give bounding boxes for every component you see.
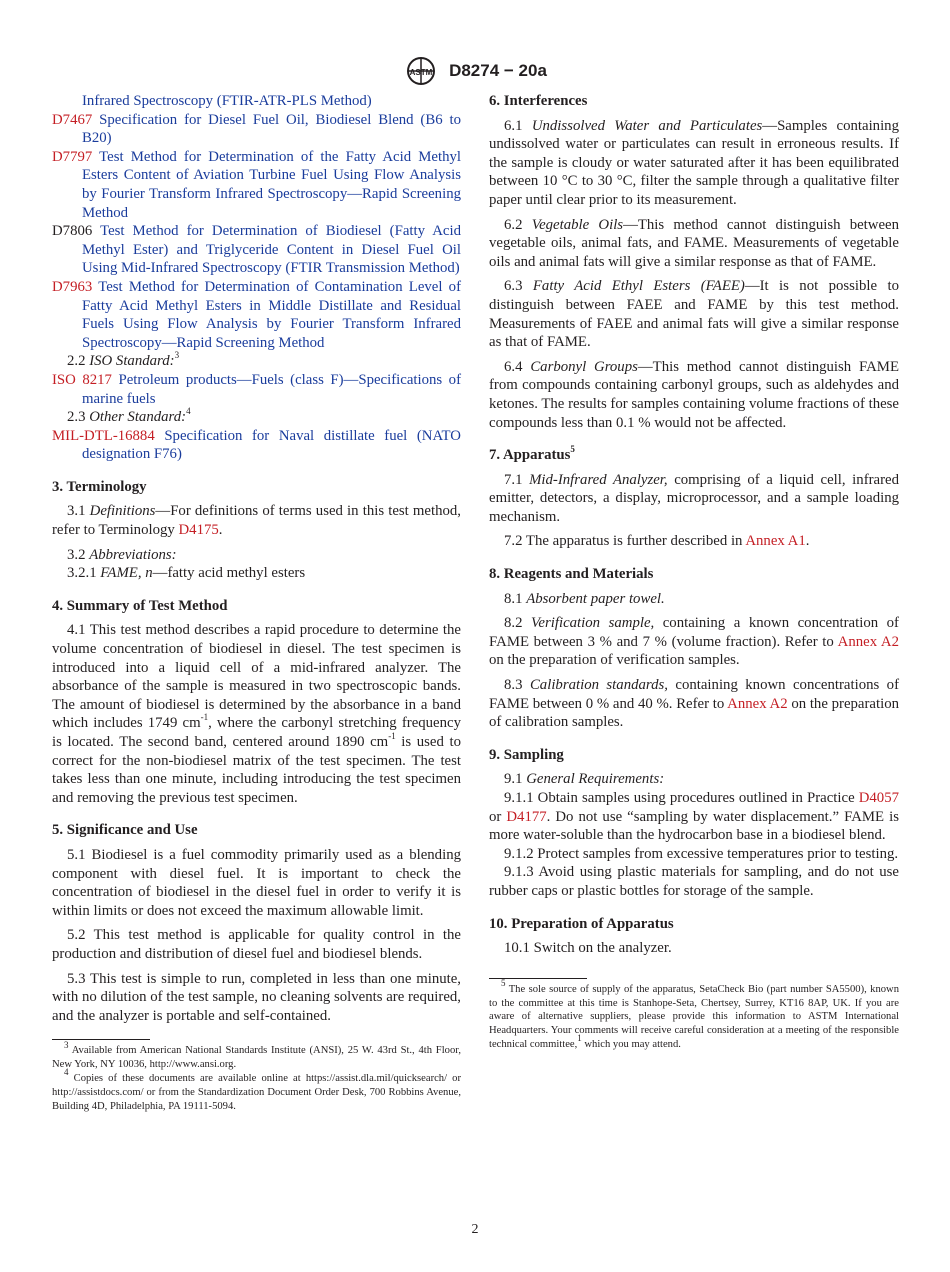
- ref-code-link[interactable]: MIL-DTL-16884: [52, 427, 155, 444]
- paragraph-9-1-2: 9.1.2 Protect samples from excessive temperatures prior to testing.: [504, 845, 899, 862]
- ref-d7963: [52, 278, 461, 352]
- paragraph-3-2-1: 3.2.1 FAME, n—fatty acid methyl esters: [67, 565, 306, 582]
- section-heading-preparation: 10. Preparation of Apparatus: [489, 915, 674, 932]
- link-annex-a1[interactable]: Annex A1: [745, 533, 806, 550]
- ref-continuation: Infrared Spectroscopy (FTIR-ATR-PLS Method): [82, 93, 372, 109]
- section-heading-sampling: 9. Sampling: [489, 746, 564, 763]
- paragraph-6-4: 6.4 Carbonyl Groups—This method cannot distinguish FAME from compounds containing carbonyl groups, such as aldehydes and ketones. The results for samples containing volume fractions of these compounds less than 0.1 % would not be affected.: [489, 358, 899, 431]
- section-heading-apparatus: 7. Apparatus$^5$: [489, 444, 575, 464]
- paragraph-5-1: 5.1 Biodiesel is a fuel commodity primarily used as a blending component with diesel fuel. It is important to check the concentration of biodiesel in the diesel fuel in order to verify it is within limits or does not exceed the maximum allowable limit.: [52, 846, 461, 919]
- footnote-5: $^5$ The sole source of supply of the apparatus, SetaCheck Bio (part number SA5500), known to the committee at this time is Stanhope-Seta, Chertsey, Surrey, KT16 8AP, UK. If you are aware of alternative suppliers, please provide this information to ASTM International Headquarters. Your comments will receive careful consideration at a meeting of the responsible technical committee,$^1$ which you may attend.: [489, 978, 899, 1050]
- paragraph-6-3: 6.3 Fatty Acid Ethyl Esters (FAEE)—It is not possible to distinguish between FAEE and FAME by this test method. Measurements of FAEE and animal fats will give a similar response as that of FAME.: [489, 278, 899, 351]
- ref-mil-dtl-16884: [52, 427, 461, 464]
- ref-iso-8217: [52, 371, 461, 408]
- paragraph-8-2: 8.2 Verification sample, containing a known concentration of FAME between 3 % and 7 % (volume fraction). Refer to Annex A2 on the preparation of verification samples.: [489, 615, 899, 669]
- ref-code-link[interactable]: D7797: [52, 148, 93, 165]
- left-column: [52, 92, 461, 1113]
- section-heading-reagents: 8. Reagents and Materials: [489, 566, 654, 583]
- ref-d7797: [52, 148, 461, 222]
- svg-text:ASTM: ASTM: [409, 68, 433, 77]
- ref-title-link[interactable]: Test Method for Determination of Biodiesel (Fatty Acid Methyl Ester) and Triglyceride Content in Diesel Fuel Oil Using Mid-Infrared Spectroscopy (FTIR Transmission Method): [82, 223, 461, 277]
- paragraph-8-1: 8.1 Absorbent paper towel.: [504, 590, 665, 607]
- right-column: [489, 92, 899, 1052]
- paragraph-3-2: 3.2 Abbreviations:: [67, 546, 177, 563]
- page-header: [0, 56, 950, 86]
- paragraph-9-1-1: 9.1.1 Obtain samples using procedures outlined in Practice D4057 or D4177. Do not use “sampling by water displacement.” FAME is more water-soluble than the hydrocarbon base in a biodiesel blend.: [489, 790, 899, 844]
- paragraph-7-1: 7.1 Mid-Infrared Analyzer, comprising of a liquid cell, infrared emitter, detectors, a display, microprocessor, and a sample loading mechanism.: [489, 471, 900, 525]
- paragraph-9-1: 9.1 General Requirements:: [504, 771, 665, 788]
- iso-standard-heading: 2.2 ISO Standard:$^3$: [67, 350, 180, 370]
- ref-d7467: [52, 111, 461, 148]
- paragraph-8-3: 8.3 Calibration standards, containing known concentrations of FAME between 0 % and 40 %. Refer to Annex A2 on the preparation of calibration samples.: [489, 677, 900, 731]
- ref-title-link[interactable]: Petroleum products—Fuels (class F)—Specifications of marine fuels: [82, 371, 462, 407]
- astm-logo-icon: [403, 56, 439, 86]
- other-standard-heading: 2.3 Other Standard:$^4$: [67, 406, 191, 426]
- section-heading-significance: 5. Significance and Use: [52, 822, 198, 839]
- link-d4057[interactable]: D4057: [858, 790, 899, 806]
- page-number: 2: [471, 1222, 479, 1237]
- link-annex-a2[interactable]: Annex A2: [727, 695, 788, 712]
- designation: D8274 − 20a: [449, 61, 547, 80]
- link-d4177[interactable]: D4177: [506, 808, 547, 825]
- paragraph-6-2: 6.2 Vegetable Oils—This method cannot distinguish between vegetable oils, animal fats, and FAME. Measurements of vegetable oils and animal fats will give a similar response as that of FAME.: [489, 216, 899, 270]
- ref-code-link[interactable]: D7467: [52, 111, 93, 128]
- ref-title-link[interactable]: Test Method for Determination of the Fatty Acid Methyl Esters Content of Aviation Turbine Fuel Using Flow Analysis by Fourier Transform Infrared Spectroscopy—Rapid Screening Method: [82, 148, 461, 221]
- paragraph-3-1: 3.1 Definitions—For definitions of terms used in this test method, refer to Terminology D4175.: [52, 503, 461, 539]
- ref-title-link[interactable]: Test Method for Determination of Contamination Level of Fatty Acid Methyl Esters in Middle Distillate and Residual Fuels Using Flow Analysis by Fourier Transform Infrared Spectroscopy—Rapid Screening Method: [82, 278, 461, 351]
- ref-code-link[interactable]: D7963: [52, 278, 93, 295]
- section-heading-interferences: 6. Interferences: [489, 93, 588, 109]
- ref-code: D7806: [52, 223, 93, 240]
- paragraph-4-1: 4.1 This test method describes a rapid procedure to determine the volume concentration of biodiesel in diesel. The test specimen is introduced into a liquid cell of a mid-infrared analyzer. The absorbance of the sample is measured in two spectroscopic bands. The amount of biodiesel is determined by the absorbance in a band which includes 1749 $cm^{-1}$, where the carbonyl stretching frequency is located. The second band, centered around 1890 $cm^{-1}$ is used to correct for the non-biodiesel matrix of the test specimen. The test takes less than one minute, including introducing the test specimen and removing the previous test specimen.: [52, 622, 461, 806]
- paragraph-6-1: 6.1 Undissolved Water and Particulates—Samples containing undissolved water or particulates can result in erroneous results. If the sample is cloudy or water saturated after it has been equilibrated between 10 °C to 30 °C, filter the sample through a qualitative filter paper until clear prior to its measurement.: [489, 117, 899, 208]
- paragraph-7-2: 7.2 The apparatus is further described in Annex A1.: [504, 533, 810, 550]
- paragraph-5-3: 5.3 This test is simple to run, completed in less than one minute, with no dilution of the test sample, no cleaning solvents are required, and the analyzer is portable and self-contained.: [52, 970, 461, 1024]
- ref-title-link[interactable]: Specification for Naval distillate fuel (NATO designation F76): [82, 427, 461, 463]
- ref-title-link[interactable]: Specification for Diesel Fuel Oil, Biodiesel Blend (B6 to B20): [82, 111, 461, 147]
- footnote-3: $^3$ Available from American National Standards Institute (ANSI), 25 W. 43rd St., 4th Floor, New York, NY 10036, http://www.ansi.org.: [52, 1039, 461, 1071]
- section-heading-summary: 4. Summary of Test Method: [52, 597, 228, 614]
- link-d4175[interactable]: D4175: [178, 522, 219, 539]
- paragraph-5-2: 5.2 This test method is applicable for quality control in the production and distribution of diesel fuel and biodiesel blends.: [52, 927, 461, 962]
- ref-code-link[interactable]: ISO 8217: [52, 371, 112, 388]
- footnote-4: $^4$ Copies of these documents are available online at https://assist.dla.mil/quicksearch/ or http://assistdocs.com/ or from the Standardization Document Order Desk, 700 Robbins Avenue, Building 4D, Philadelphia, PA 19111-5094.: [52, 1067, 461, 1112]
- section-heading-terminology: 3. Terminology: [52, 478, 147, 495]
- link-annex-a2[interactable]: Annex A2: [837, 633, 899, 650]
- paragraph-9-1-3: 9.1.3 Avoid using plastic materials for sampling, and do not use rubber caps or plastic bottles for storage of the sample.: [489, 864, 899, 899]
- paragraph-10-1: 10.1 Switch on the analyzer.: [504, 940, 672, 957]
- ref-d7806: [52, 222, 461, 278]
